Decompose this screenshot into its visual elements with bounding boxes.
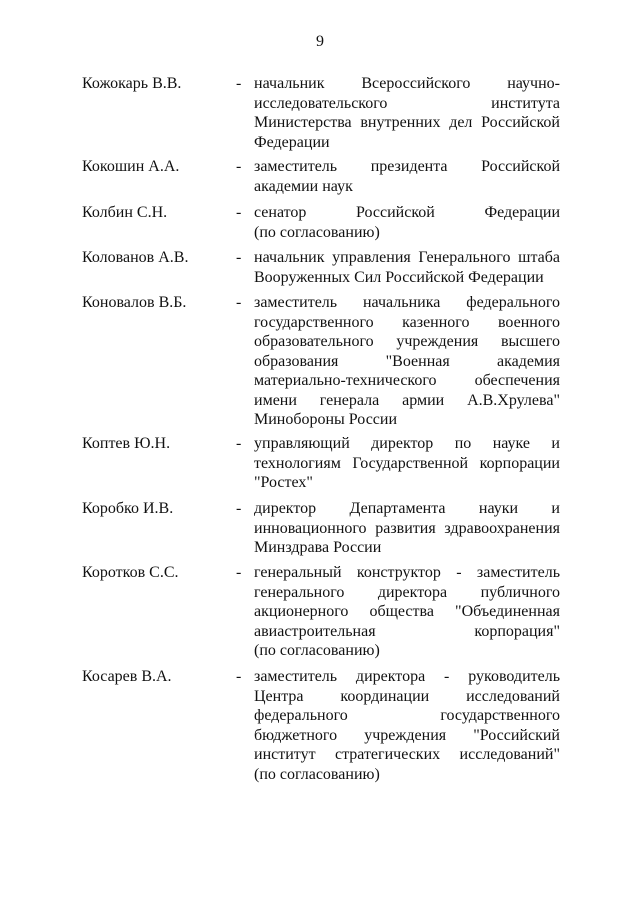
position-description: [254, 293, 560, 430]
description-line: (по согласованию): [254, 642, 380, 659]
description-line: бюджетного учреждения "Российский: [254, 726, 560, 744]
description-line: образования "Военная академия: [254, 352, 560, 370]
description-line: технологиям Государственной корпорации: [254, 454, 560, 472]
description-line: начальник управления Генерального штаба: [254, 249, 560, 266]
description-line: заместитель президента Российской: [254, 158, 560, 175]
description-line: заместитель директора - руководитель: [254, 668, 560, 685]
description-line: акционерного общества "Объединенная: [254, 603, 560, 620]
description-line: академии наук: [254, 177, 353, 195]
description-line: начальник Всероссийского научно-: [254, 75, 560, 92]
description-line: (по согласованию): [254, 765, 380, 783]
separator-dash: -: [236, 564, 242, 581]
position-description: [254, 203, 560, 242]
position-description: [254, 157, 560, 196]
person-name: Колованов А.В.: [82, 249, 189, 266]
separator-dash: -: [236, 668, 242, 685]
description-line: имени генерала армии А.В.Хрулева": [254, 391, 560, 409]
description-line: генерального директора публичного: [254, 583, 560, 601]
description-line: институт стратегических исследований": [254, 746, 560, 763]
person-name: Колбин С.Н.: [82, 204, 168, 221]
separator-dash: -: [236, 75, 242, 92]
description-line: авиастроительная корпорация": [254, 622, 560, 640]
description-line: материально-технического обеспечения: [254, 372, 560, 389]
description-line: федерального государственного: [254, 707, 560, 724]
position-description: [254, 74, 560, 152]
description-line: Центра координации исследований: [254, 687, 560, 705]
separator-dash: -: [236, 158, 242, 175]
position-description: [254, 667, 560, 784]
description-line: директор Департамента науки и: [254, 500, 560, 517]
description-line: сенатор Российской Федерации: [254, 204, 560, 221]
separator-dash: -: [236, 500, 242, 517]
separator-dash: -: [236, 294, 242, 311]
person-name: Коробко И.В.: [82, 500, 174, 517]
description-line: государственного казенного военного: [254, 313, 560, 331]
description-line: инновационного развития здравоохранения: [254, 519, 560, 537]
position-description: [254, 434, 560, 493]
person-name: Кожокарь В.В.: [82, 75, 182, 92]
person-name: Косарев В.А.: [82, 668, 172, 685]
description-line: Минздрава России: [254, 539, 382, 556]
description-line: Вооруженных Сил Российской Федерации: [254, 268, 544, 286]
description-line: "Ростех": [254, 474, 313, 491]
page-number: 9: [316, 33, 324, 50]
person-name: Коновалов В.Б.: [82, 294, 187, 311]
description-line: генеральный конструктор - заместитель: [254, 564, 560, 581]
separator-dash: -: [236, 204, 242, 221]
description-line: (по согласованию): [254, 223, 380, 241]
description-line: заместитель начальника федерального: [254, 294, 560, 311]
description-line: Министерства внутренних дел Российской: [254, 114, 560, 131]
description-line: Минобороны России: [254, 411, 398, 428]
description-line: образовательного учреждения высшего: [254, 333, 560, 350]
person-name: Коптев Ю.Н.: [82, 435, 171, 452]
description-line: Федерации: [254, 133, 330, 151]
description-line: управляющий директор по науке и: [254, 435, 560, 452]
person-name: Коротков С.С.: [82, 564, 179, 581]
person-name: Кокошин А.А.: [82, 158, 180, 175]
separator-dash: -: [236, 435, 242, 452]
description-line: исследовательского института: [254, 94, 560, 112]
position-description: [254, 499, 560, 558]
position-description: [254, 563, 560, 661]
separator-dash: -: [236, 249, 242, 266]
position-description: [254, 248, 560, 287]
